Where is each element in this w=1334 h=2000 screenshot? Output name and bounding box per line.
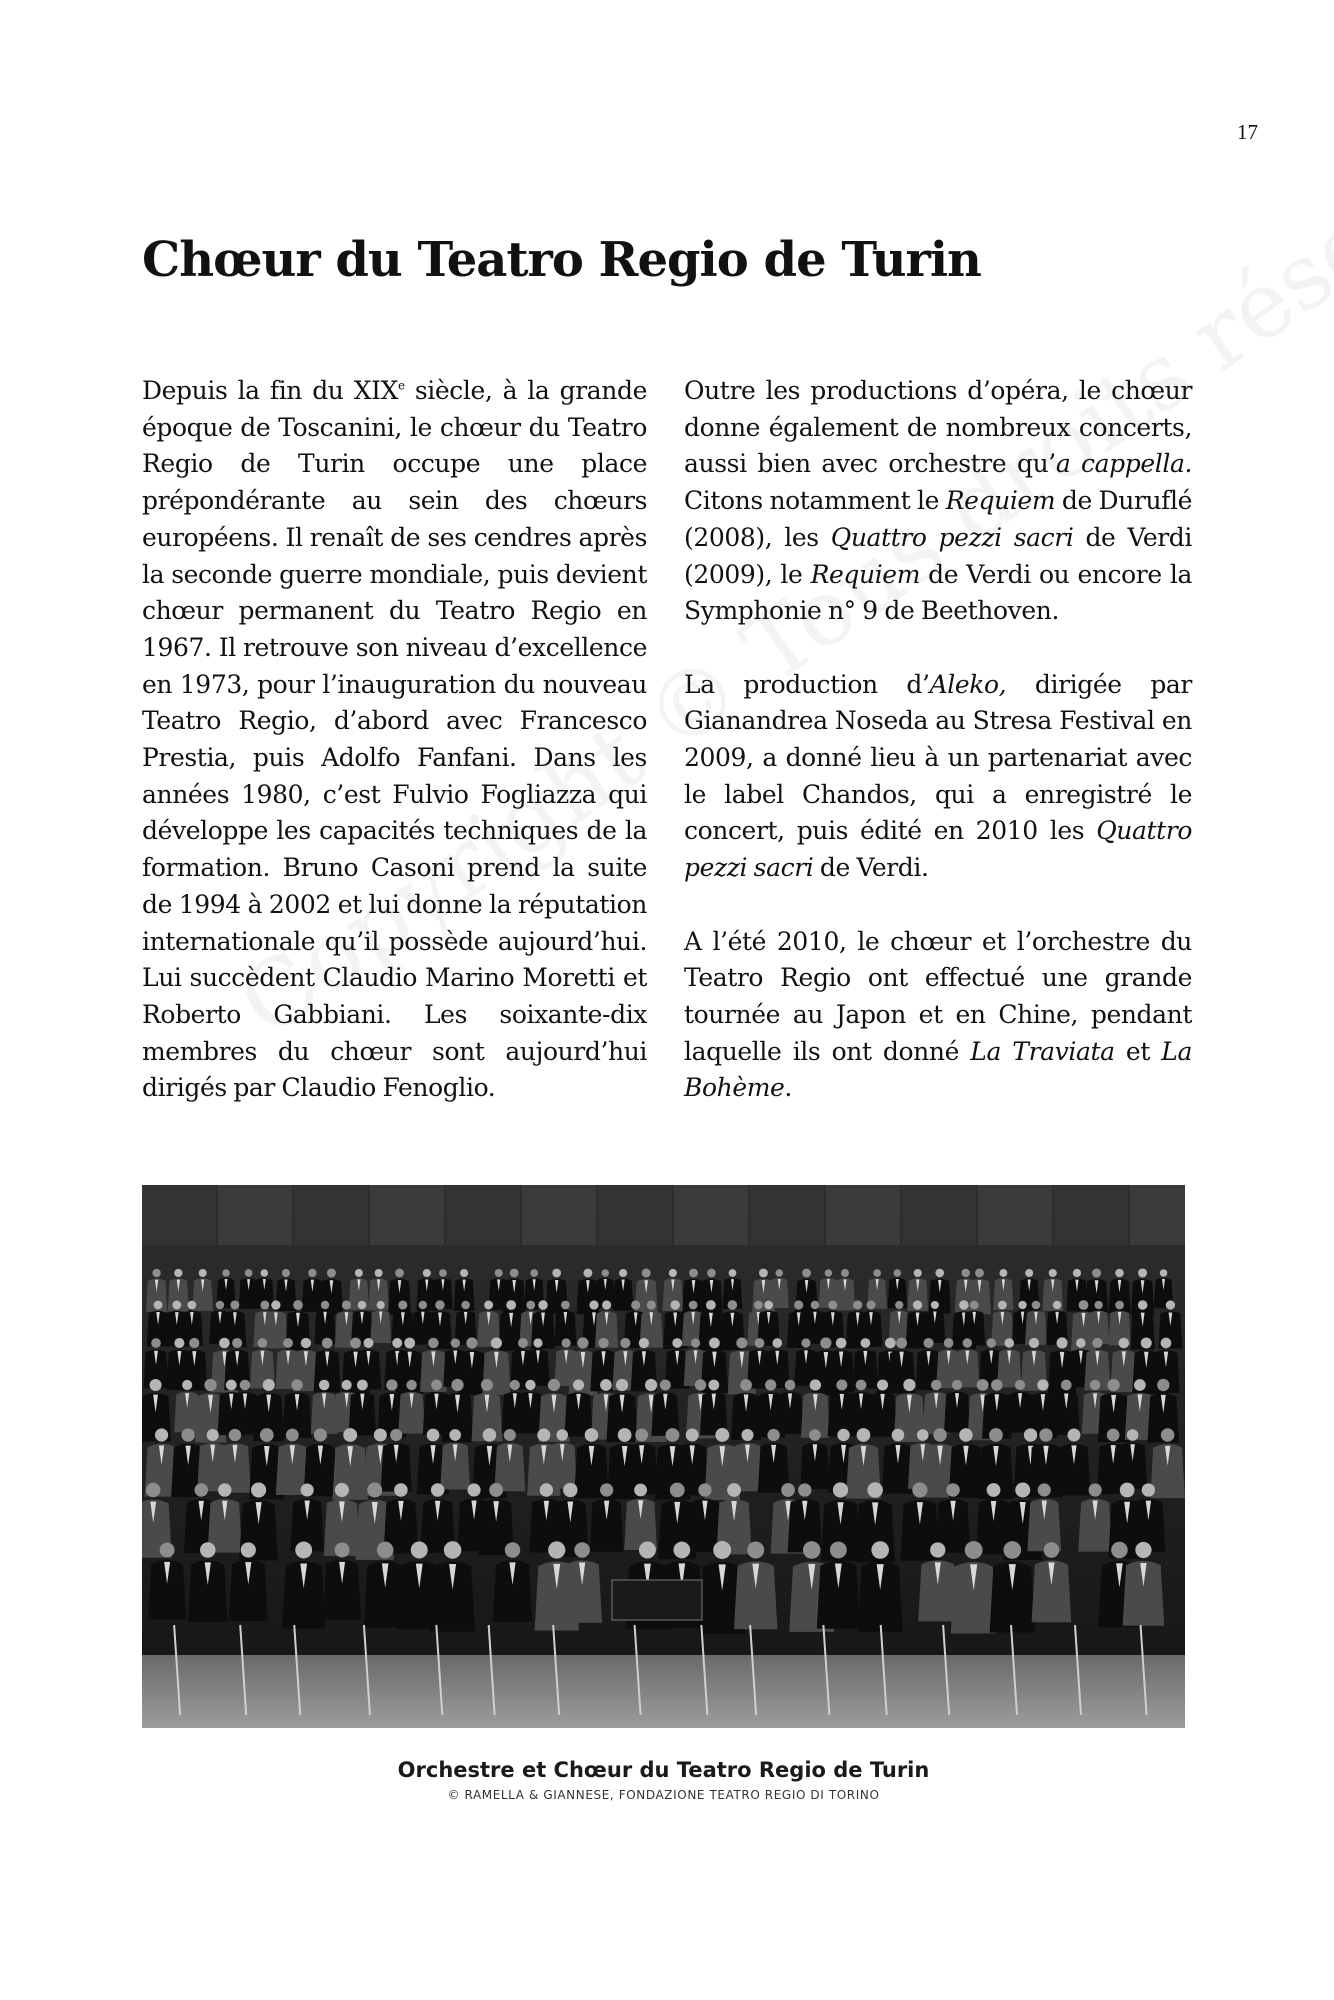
- italic-text: Quattro pezzi sacri: [684, 816, 1192, 883]
- text-span: Outre les productions d’opéra, le chœur donne également de nombreux concerts, aussi bien avec orchestre qu’: [684, 376, 1192, 479]
- caption-credit-text: © RAMELLA & GIANNESE, FONDAZIONE TEATRO REGIO DI TORINO: [447, 1788, 880, 1802]
- page-number: 17: [1237, 120, 1258, 144]
- text-span: de Verdi ou encore la Symphonie n° 9 de Beethoven.: [684, 559, 1192, 626]
- paragraph-aleko: [684, 667, 1192, 887]
- photo-caption: [142, 1758, 1185, 1803]
- text-span: A l’été 2010, le chœur et l’orchestre du Teatro Regio ont effectué une grande tournée au Japon et en Chine, pendant laquelle ils ont donné: [684, 926, 1192, 1066]
- orchestra-photo-illustration: [142, 1185, 1185, 1728]
- italic-text: La Traviata: [970, 1036, 1115, 1066]
- paragraph-history: [142, 373, 647, 1107]
- text-span: de Verdi (2009), le: [684, 522, 1192, 589]
- caption-title: Orchestre et Chœur du Teatro Regio de Turin: [397, 1758, 930, 1782]
- text-span: Depuis la fin du XIX: [142, 376, 398, 405]
- superscript: e: [397, 378, 405, 393]
- orchestra-photo: [142, 1185, 1185, 1728]
- text-span: La production d’: [684, 669, 930, 699]
- text-span: .: [784, 1073, 792, 1103]
- italic-text: La Bohème: [684, 1036, 1193, 1103]
- text-span: Citons notamment le: [684, 486, 946, 516]
- conductor-podium: [612, 1580, 702, 1620]
- left-column: [142, 373, 647, 1144]
- italic-text: a cappella.: [1055, 449, 1192, 479]
- text-span: dirigée par Gianandrea Noseda au Stresa Festival en 2009, a donné lieu à un partenariat avec le label Chandos, qui a enregistré le concert, puis édité en 2010 les: [684, 669, 1192, 846]
- italic-text: Aleko,: [929, 669, 1007, 699]
- page-title: Chœur du Teatro Regio de Turin: [142, 232, 981, 288]
- italic-text: Quattro pezzi sacri: [830, 522, 1074, 552]
- paragraph-concerts: [684, 373, 1192, 630]
- right-column: [684, 373, 1192, 1144]
- text-span: et: [1114, 1036, 1162, 1066]
- text-span: siècle, à la grande époque de Toscanini, le chœur du Teatro Regio de Turin occupe une place prépondérante au sein des chœurs européens. Il renaît de ses cendres après la seconde guerre mondiale, puis devient chœur permanent du Teatro Regio en 1967. Il retrouve son niveau d’excellence en 1973, pour l’inauguration du nouveau Teatro Regio, d’abord avec Francesco Prestia, puis Adolfo Fanfani. Dans les années 1980, c’est Fulvio Fogliazza qui développe les capacités techniques de la formation. Bruno Casoni prend la suite de 1994 à 2002 et lui donne la réputation internationale qu’il possède aujourd’hui. Lui succèdent Claudio Marino Moretti et Roberto Gabbiani. Les soixante-dix membres du chœur sont aujourd’hui dirigés par Claudio Fenoglio.: [142, 376, 647, 1103]
- paragraph-tour: [684, 924, 1192, 1108]
- text-span: de Duruflé (2008), les: [684, 486, 1192, 552]
- italic-text: Requiem: [945, 486, 1056, 516]
- caption-credit: [142, 1788, 1185, 1803]
- italic-text: Requiem: [810, 559, 920, 589]
- text-span: de Verdi.: [813, 853, 929, 883]
